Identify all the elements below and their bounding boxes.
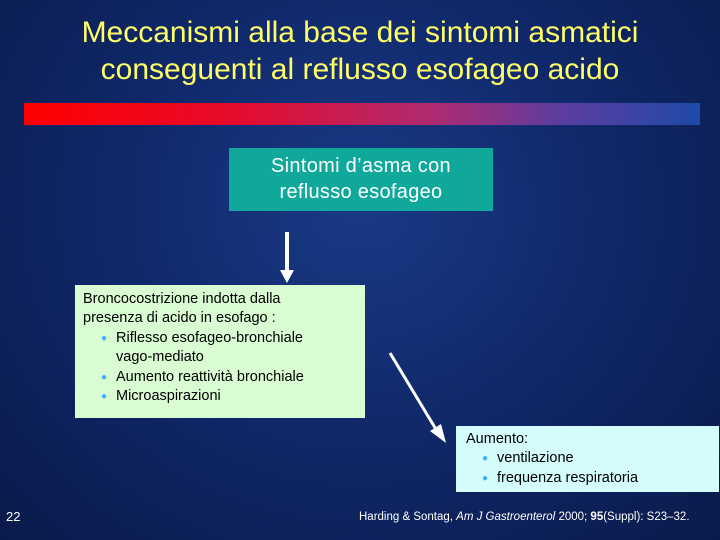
mechanism-item — [83, 329, 365, 348]
mechanism-item — [83, 368, 365, 387]
bullet-icon: ● — [101, 391, 108, 403]
citation-pages: (Suppl): S23–32. — [603, 511, 690, 523]
bullet-icon: ● — [101, 371, 108, 383]
citation-journal: Am J Gastroenterol — [456, 511, 556, 523]
mechanism-item-continuation: vago-mediato — [116, 349, 204, 366]
bronchoconstriction-line-2: presenza di acido in esofago : — [83, 310, 276, 327]
mechanism-item — [83, 387, 365, 406]
increase-item — [466, 469, 719, 488]
citation-volume: 95 — [590, 511, 604, 523]
mechanism-item-text: Riflesso esofageo-bronchiale — [116, 329, 303, 346]
bronchoconstriction-line-1: Broncocostrizione indotta dalla — [83, 291, 281, 307]
page-number: 22 — [6, 509, 21, 524]
mechanism-item-text: Aumento reattività bronchiale — [116, 368, 304, 385]
citation-year: 2000; — [555, 511, 591, 523]
down-arrow — [280, 232, 294, 283]
bronchoconstriction-box — [75, 285, 365, 418]
increase-box — [456, 426, 719, 492]
bullet-icon: ● — [482, 472, 489, 484]
citation-authors: Harding & Sontag, — [359, 511, 457, 523]
mechanism-item-text: Microaspirazioni — [116, 388, 221, 405]
bullet-icon: ● — [482, 453, 489, 465]
title-line-1: Meccanismi alla base dei sintomi asmatici — [81, 16, 639, 49]
increase-item — [466, 449, 719, 468]
citation — [359, 511, 690, 523]
diagonal-arrow — [390, 353, 446, 443]
title-line-2: conseguenti al reflusso esofageo acido — [100, 53, 620, 86]
symptoms-line-1: Sintomi d’asma con — [271, 155, 451, 177]
increase-item-text: frequenza respiratoria — [497, 469, 639, 486]
bullet-icon: ● — [101, 332, 108, 344]
increase-item-text: ventilazione — [497, 450, 574, 467]
symptoms-line-2: reflusso esofageo — [279, 181, 443, 203]
increase-heading: Aumento: — [466, 431, 529, 447]
